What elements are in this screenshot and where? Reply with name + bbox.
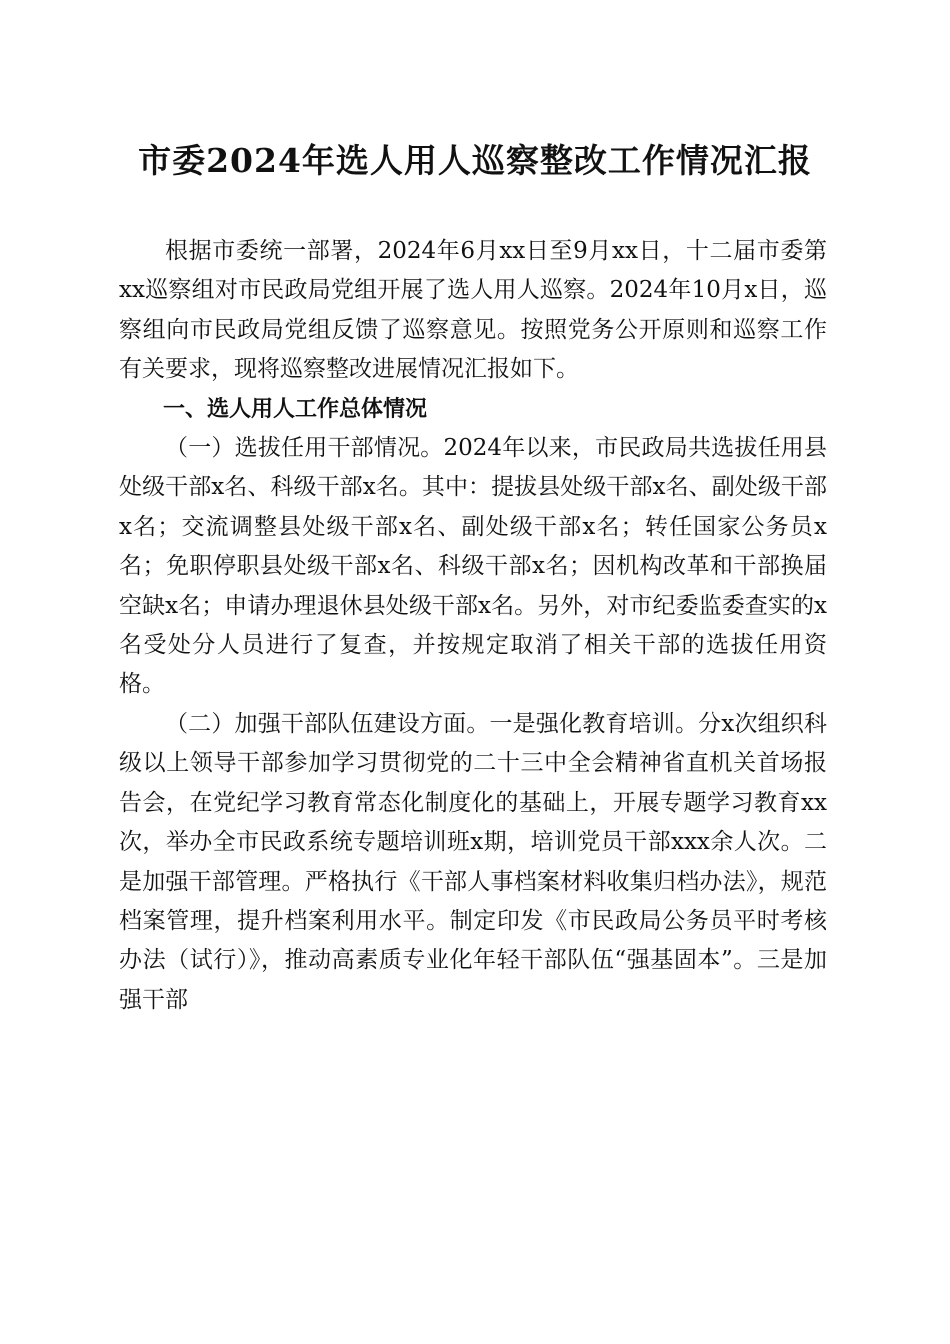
subsection-paragraph-2: （二）加强干部队伍建设方面。一是强化教育培训。分x次组织科级以上领导干部参加学习贯彻党的二十三中全会精神省直机关首场报告会，在党纪学习教育常态化制度化的基础上，开展专题学习教育xx次，举办全市民政系统专题培训班x期，培训党员干部xxx余人次。二是加强干部管理。严格执行《干部人事档案材料收集归档办法》，规范档案管理，提升档案利用水平。制定印发《市民政局公务员平时考核办法（试行）》，推动高素质专业化年轻干部队伍“强基固本”。三是加强干部: [119, 710, 827, 1013]
section-heading: 一、选人用人工作总体情况: [163, 396, 428, 422]
document-title: 市委2024年选人用人巡察整改工作情况汇报: [138, 141, 812, 180]
intro-paragraph: 根据市委统一部署，2024年6月xx日至9月xx日，十二届市委第xx巡察组对市民政局党组开展了选人用人巡察。2024年10月x日，巡察组向市民政局党组反馈了巡察意见。按照党务公开原则和巡察工作有关要求，现将巡察整改进展情况汇报如下。: [119, 238, 827, 383]
subsection-paragraph-1: （一）选拔任用干部情况。2024年以来，市民政局共选拔任用县处级干部x名、科级干部x名。其中：提拔县处级干部x名、副处级干部x名；交流调整县处级干部x名、副处级干部x名；转任国家公务员x名；免职停职县处级干部x名、科级干部x名；因机构改革和干部换届空缺x名；申请办理退休县处级干部x名。另外，对市纪委监委查实的x名受处分人员进行了复查，并按规定取消了相关干部的选拔任用资格。: [119, 435, 827, 698]
document-body: [119, 232, 827, 1020]
